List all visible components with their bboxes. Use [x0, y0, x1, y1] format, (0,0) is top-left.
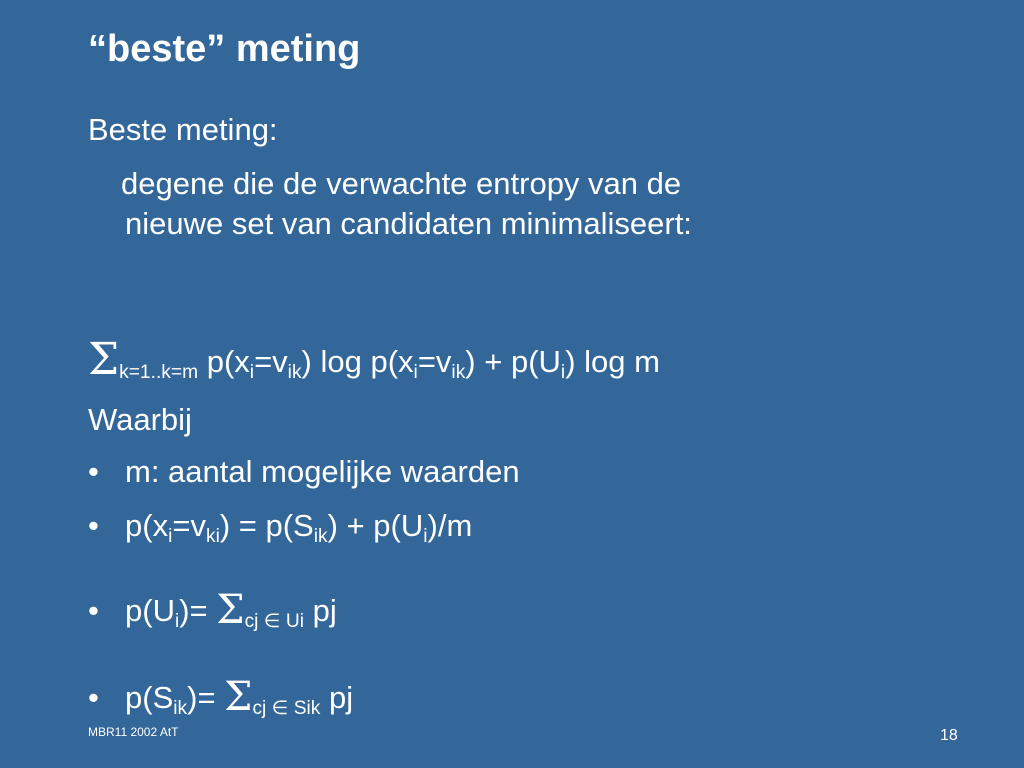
sigma-symbol: Σ	[216, 587, 245, 633]
entropy-formula: $\Sigma_{k=1..k=m}$ $p(x_i=v_{ik})$ $\log p(x_i=v_{ik}) + p(U_i)$ log m	[88, 334, 660, 386]
bullet-item-1: m: aantal mogelijke waarden	[125, 454, 520, 489]
bullet-item-3: $p(U_i)= \Sigma_{cj \in Ui}$ pj	[125, 587, 337, 633]
bullet-item-2: $p(x_i=v_{ki}) = p(S_{ik}) + p(U_i)/m$	[125, 508, 473, 548]
bullet-item-4: $p(S_{ik})= \Sigma_{cj \in Sik}$ pj	[125, 674, 354, 720]
slide-title: “beste” meting	[88, 28, 361, 70]
bullet-dot: •	[88, 593, 99, 628]
description-line-2: nieuwe set van candidaten minimaliseert:	[125, 206, 692, 241]
intro-text: Beste meting:	[88, 112, 278, 147]
where-label: Waarbij	[88, 402, 192, 437]
sigma-symbol: Σ	[224, 674, 253, 720]
bullet-dot: •	[88, 508, 99, 543]
bullet-dot: •	[88, 680, 99, 715]
sigma-symbol: Σ	[88, 334, 120, 386]
page-number: 18	[940, 727, 958, 744]
bullet-dot: •	[88, 454, 99, 489]
footer-label: MBR11 2002 AtT	[88, 725, 179, 739]
description-line-1: degene die de verwachte entropy van de	[121, 166, 682, 201]
